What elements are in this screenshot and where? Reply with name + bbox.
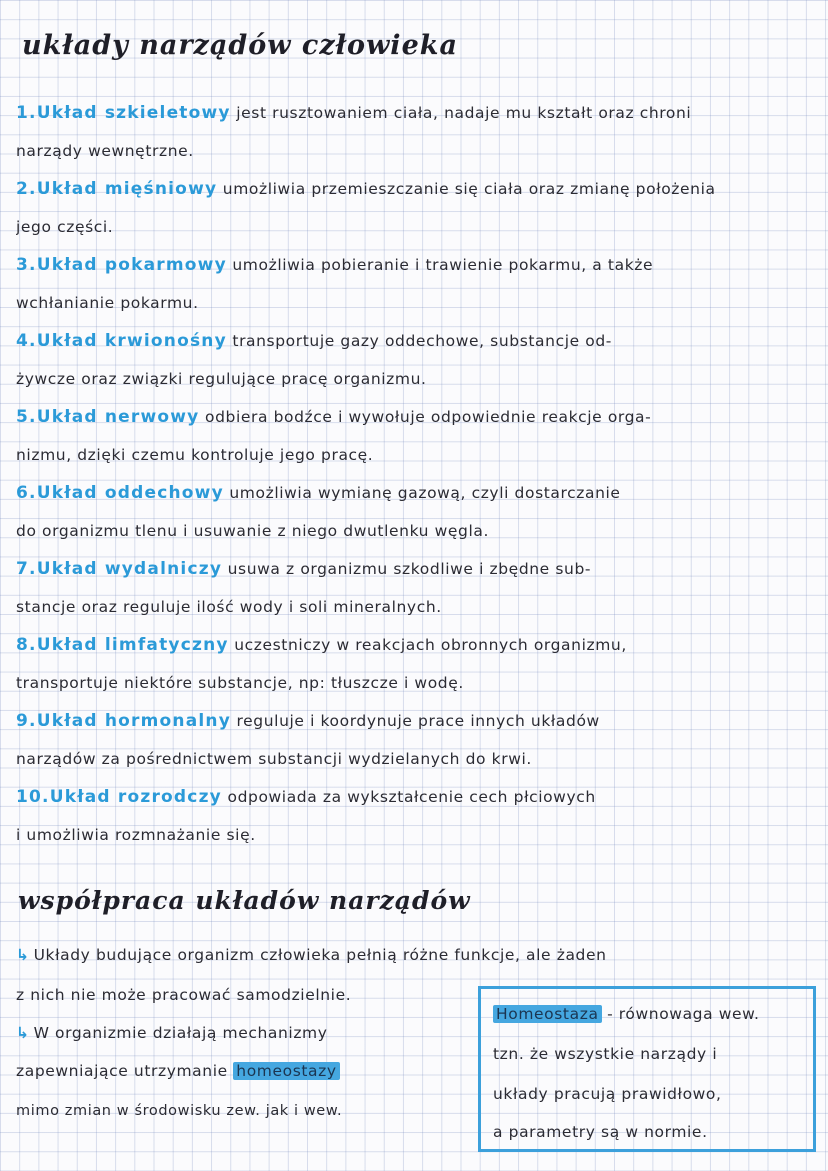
system-line xyxy=(16,550,816,588)
system-description: umożliwia wymianę gazową, czyli dostarczanie xyxy=(223,484,621,502)
system-name: Układ szkieletowy xyxy=(36,103,231,123)
system-number: 5. xyxy=(16,407,37,427)
paragraph-line xyxy=(16,1092,476,1130)
system-line xyxy=(16,322,816,360)
arrow-icon: ↳ xyxy=(16,946,30,964)
homeostasis-term: Homeostaza xyxy=(493,1005,602,1023)
page-title: układy narządów człowieka xyxy=(22,30,458,61)
system-name: Układ oddechowy xyxy=(36,483,224,503)
system-line xyxy=(16,94,816,132)
system-number: 4. xyxy=(16,331,37,351)
system-line xyxy=(16,626,816,664)
system-name: Układ hormonalny xyxy=(36,711,232,731)
system-name: Układ mięśniowy xyxy=(36,179,218,199)
system-number: 1. xyxy=(16,103,37,123)
system-line-continued: stancje oraz reguluje ilość wody i soli mineralnych. xyxy=(16,598,442,616)
system-description: odbiera bodźce i wywołuje odpowiednie reakcje orga- xyxy=(199,408,652,426)
system-line-continued: wchłanianie pokarmu. xyxy=(16,294,199,312)
paragraph-text: Układy budujące organizm człowieka pełnią różne funkcje, ale żaden xyxy=(33,946,607,964)
system-description: reguluje i koordynuje prace innych układów xyxy=(231,712,600,730)
system-line-continued: i umożliwia rozmnażanie się. xyxy=(16,826,256,844)
system-line-continued: narządy wewnętrzne. xyxy=(16,142,194,160)
system-line xyxy=(16,398,816,436)
system-number: 2. xyxy=(16,179,37,199)
system-description: odpowiada za wykształcenie cech płciowych xyxy=(221,788,596,806)
paragraph-line xyxy=(16,936,816,974)
system-line-continued: do organizmu tlenu i usuwanie z niego dwutlenku węgla. xyxy=(16,522,489,540)
box-line: a parametry są w normie. xyxy=(493,1123,708,1141)
box-line: tzn. że wszystkie narządy i xyxy=(493,1045,718,1063)
arrow-icon: ↳ xyxy=(16,1024,30,1042)
system-line-continued: nizmu, dzięki czemu kontroluje jego pracę. xyxy=(16,446,374,464)
system-line xyxy=(16,474,816,512)
system-description: usuwa z organizmu szkodliwe i zbędne sub- xyxy=(222,560,592,578)
system-name: Układ wydalniczy xyxy=(36,559,223,579)
system-name: Układ pokarmowy xyxy=(36,255,227,275)
system-line xyxy=(16,778,816,816)
system-number: 7. xyxy=(16,559,37,579)
system-description: jest rusztowaniem ciała, nadaje mu kształt oraz chroni xyxy=(230,104,692,122)
system-description: umożliwia pobieranie i trawienie pokarmu, a także xyxy=(226,256,654,274)
paragraph-line xyxy=(16,1052,476,1090)
paragraph-text: zapewniające utrzymanie xyxy=(16,1062,234,1080)
homeostasis-highlight: homeostazy xyxy=(233,1062,339,1080)
box-line: układy pracują prawidłowo, xyxy=(493,1085,722,1103)
system-description: uczestniczy w reakcjach obronnych organizmu, xyxy=(228,636,627,654)
paragraph-line xyxy=(16,1014,476,1052)
system-line-continued: transportuje niektóre substancje, np: tłuszcze i wodę. xyxy=(16,674,464,692)
system-line xyxy=(16,702,816,740)
system-name: Układ limfatyczny xyxy=(36,635,229,655)
system-line xyxy=(16,170,816,208)
system-line-continued: żywcze oraz związki regulujące pracę organizmu. xyxy=(16,370,427,388)
system-number: 8. xyxy=(16,635,37,655)
box-text: - równowaga wew. xyxy=(601,1005,760,1023)
system-name: Układ rozrodczy xyxy=(49,787,222,807)
paragraph-text: W organizmie działają mechanizmy xyxy=(33,1024,328,1042)
box-line xyxy=(493,995,813,1033)
system-number: 10. xyxy=(16,787,50,807)
system-name: Układ nerwowy xyxy=(36,407,200,427)
paragraph-text: z nich nie może pracować samodzielnie. xyxy=(16,986,352,1004)
system-number: 9. xyxy=(16,711,37,731)
system-line xyxy=(16,246,816,284)
system-number: 6. xyxy=(16,483,37,503)
system-description: umożliwia przemieszczanie się ciała oraz zmianę położenia xyxy=(217,180,716,198)
section-title: współpraca układów narządów xyxy=(18,886,471,915)
system-line-continued: jego części. xyxy=(16,218,114,236)
definition-box xyxy=(478,986,816,1152)
paragraph-text: mimo zmian w środowisku zew. jak i wew. xyxy=(16,1103,343,1119)
system-name: Układ krwionośny xyxy=(36,331,227,351)
system-number: 3. xyxy=(16,255,37,275)
system-description: transportuje gazy oddechowe, substancje od- xyxy=(226,332,612,350)
system-line-continued: narządów za pośrednictwem substancji wydzielanych do krwi. xyxy=(16,750,532,768)
